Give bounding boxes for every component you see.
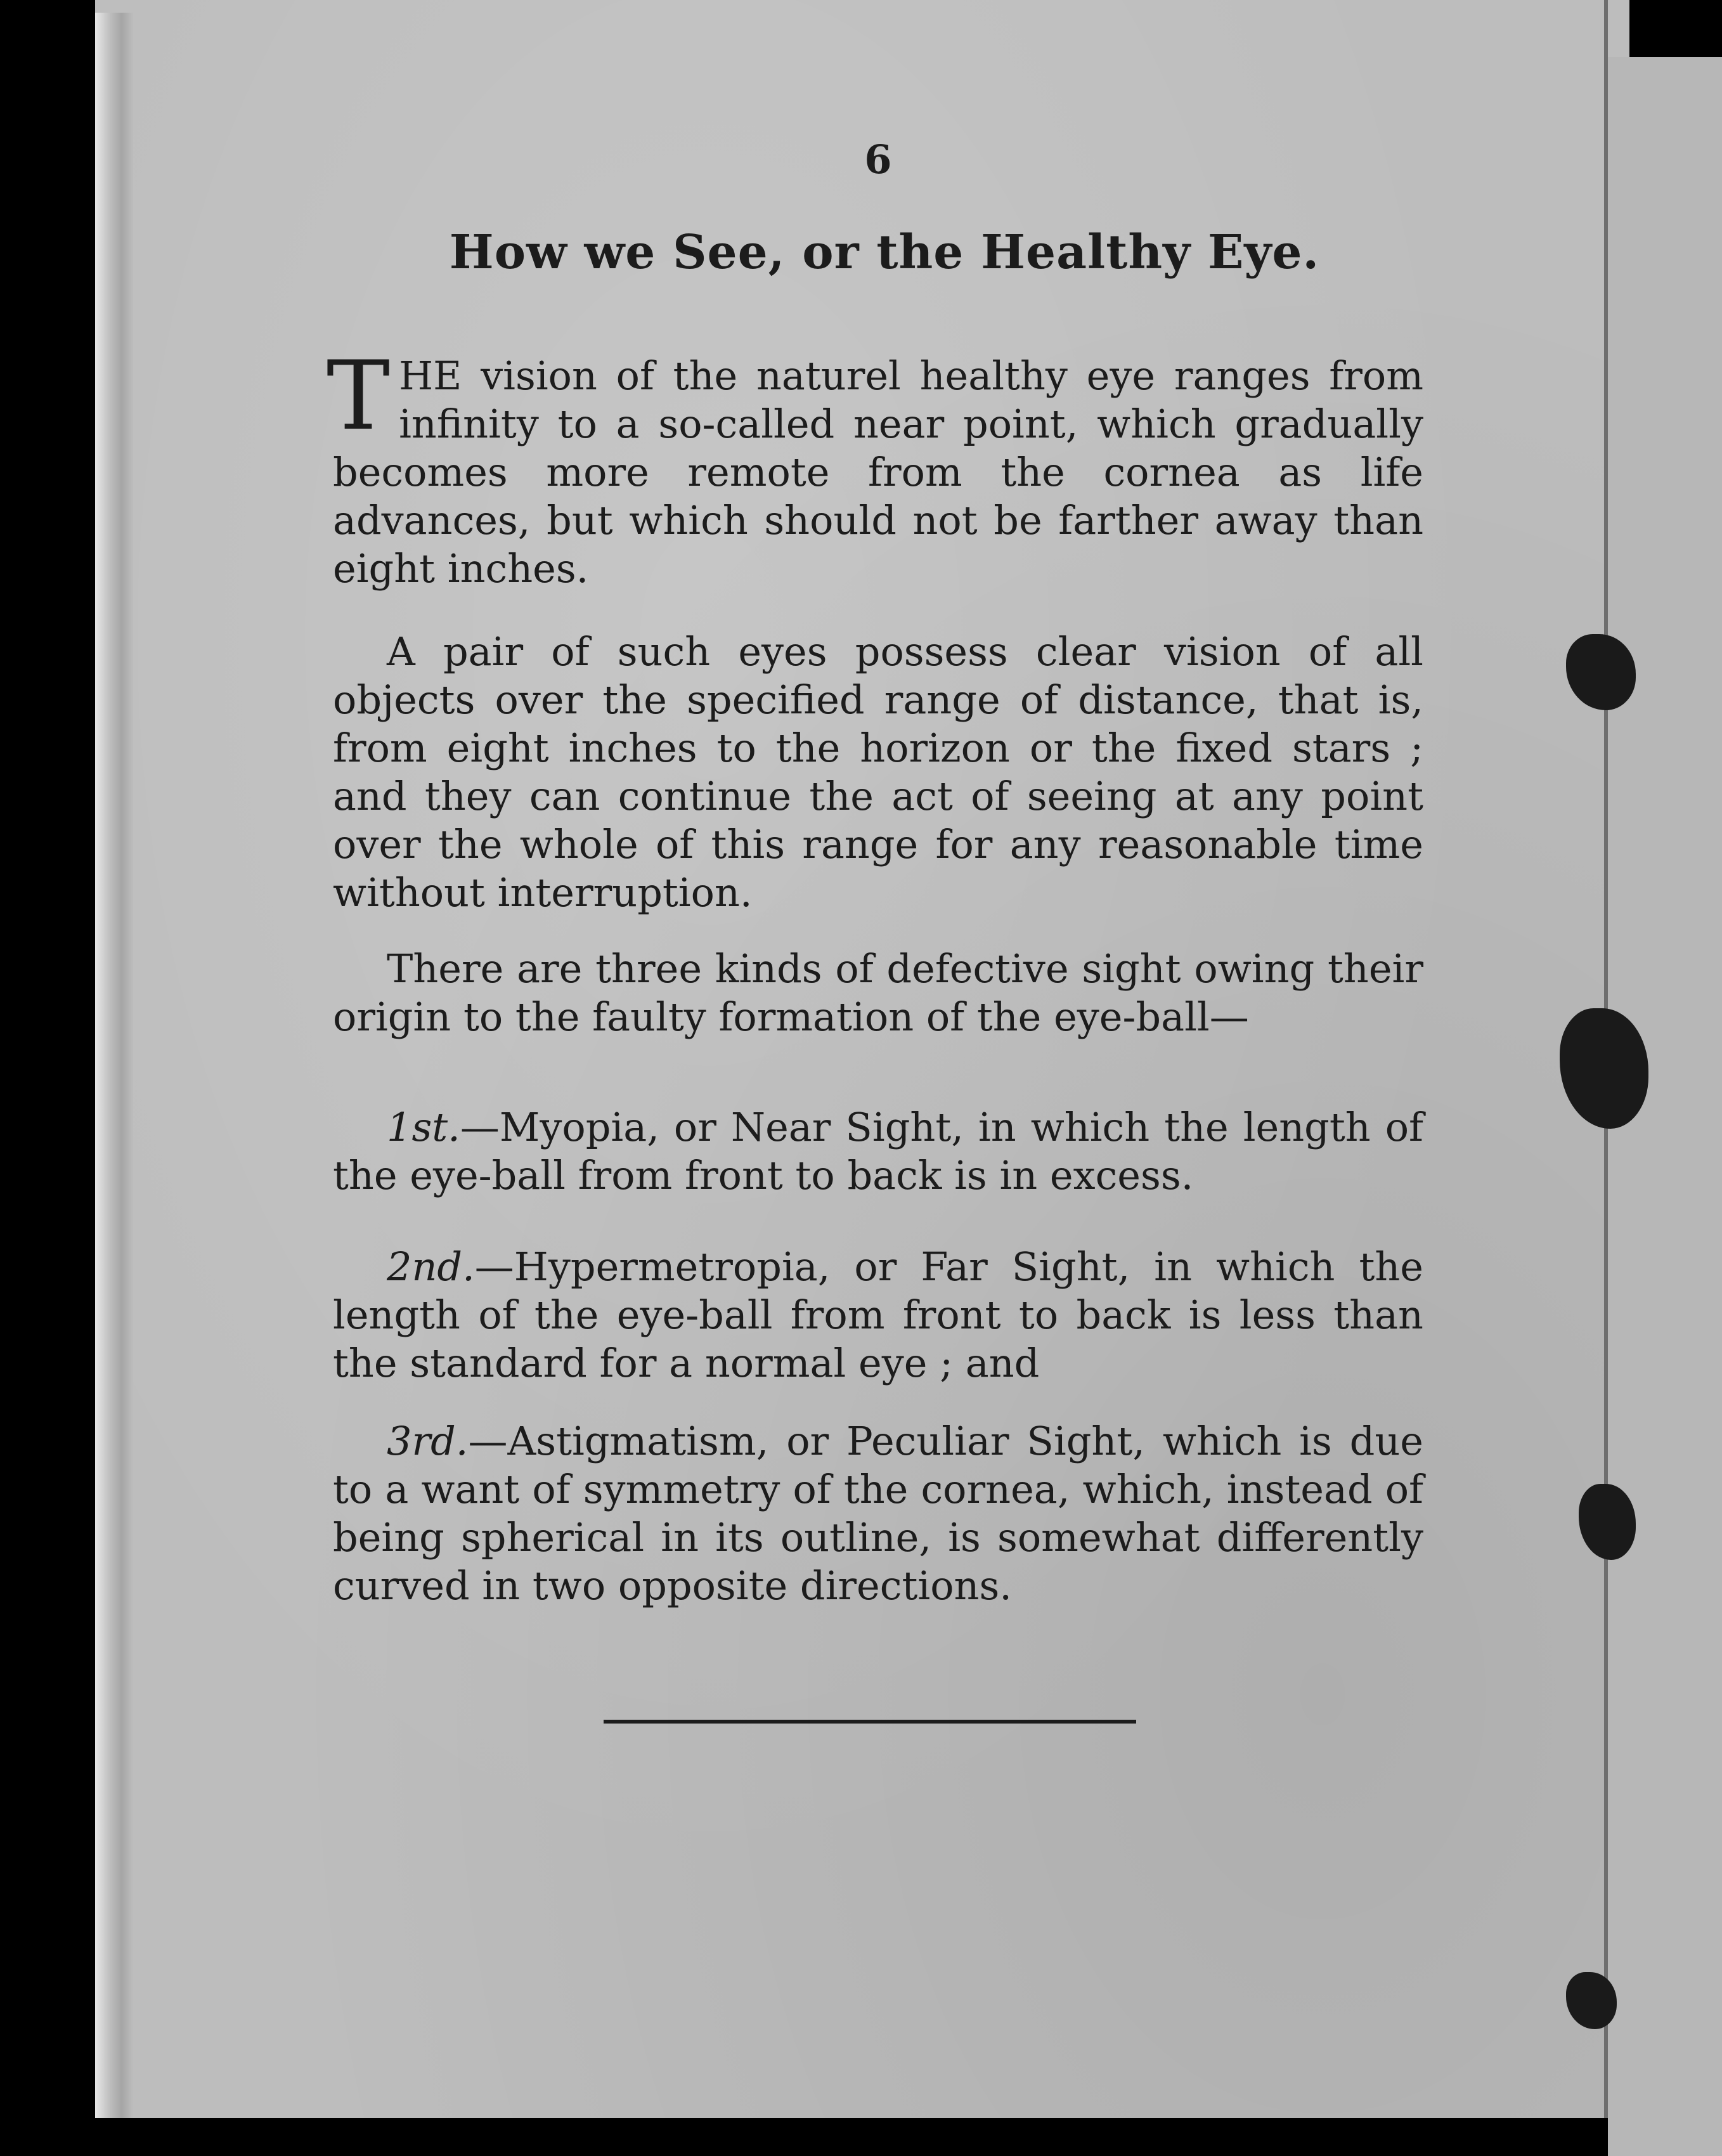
drop-cap: T [327, 341, 391, 451]
list-item-text: —Hypermetropia, or Far Sight, in which the length of the eye-ball from front to back is less than the standard for a normal eye ; and [333, 1244, 1423, 1386]
paragraph-3: There are three kinds of defective sight owing their origin to the faulty formation of the eye-ball— [333, 945, 1423, 1040]
page-left-edge [95, 13, 133, 2118]
list-item-3 [333, 1417, 1423, 1610]
list-item-text: —Myopia, or Near Sight, in which the length of the eye-ball from front to back is in excess. [333, 1104, 1423, 1198]
list-ordinal: 1st. [387, 1104, 460, 1150]
list-item-text: —Astigmatism, or Peculiar Sight, which is due to a want of symmetry of the cornea, which, instead of being spherical in its outline, is somewhat differently curved in two opposite directions. [333, 1418, 1423, 1609]
paragraph-2: A pair of such eyes possess clear vision of all objects over the specified range of distance, that is, from eight inches to the horizon or the fixed stars ; and they can continue the act of seeing at any point over the whole of this range for any reasonable time without interruption. [333, 628, 1423, 916]
list-ordinal: 2nd. [387, 1244, 475, 1290]
paragraph-1-text: HE vision of the naturel healthy eye ranges from infinity to a so-called near point, which gradually becomes more remote from the cornea as life advances, but which should not be farther away than eight inches. [333, 353, 1423, 592]
page-number: 6 [864, 136, 892, 183]
scanned-page [95, 0, 1629, 2118]
chapter-heading: How we See, or the Healthy Eye. [449, 225, 1320, 280]
paragraph-1 [327, 341, 1423, 593]
list-item-2 [333, 1243, 1423, 1387]
list-ordinal: 3rd. [387, 1418, 469, 1464]
list-item-1 [333, 1103, 1423, 1200]
end-rule [604, 1720, 1136, 1724]
